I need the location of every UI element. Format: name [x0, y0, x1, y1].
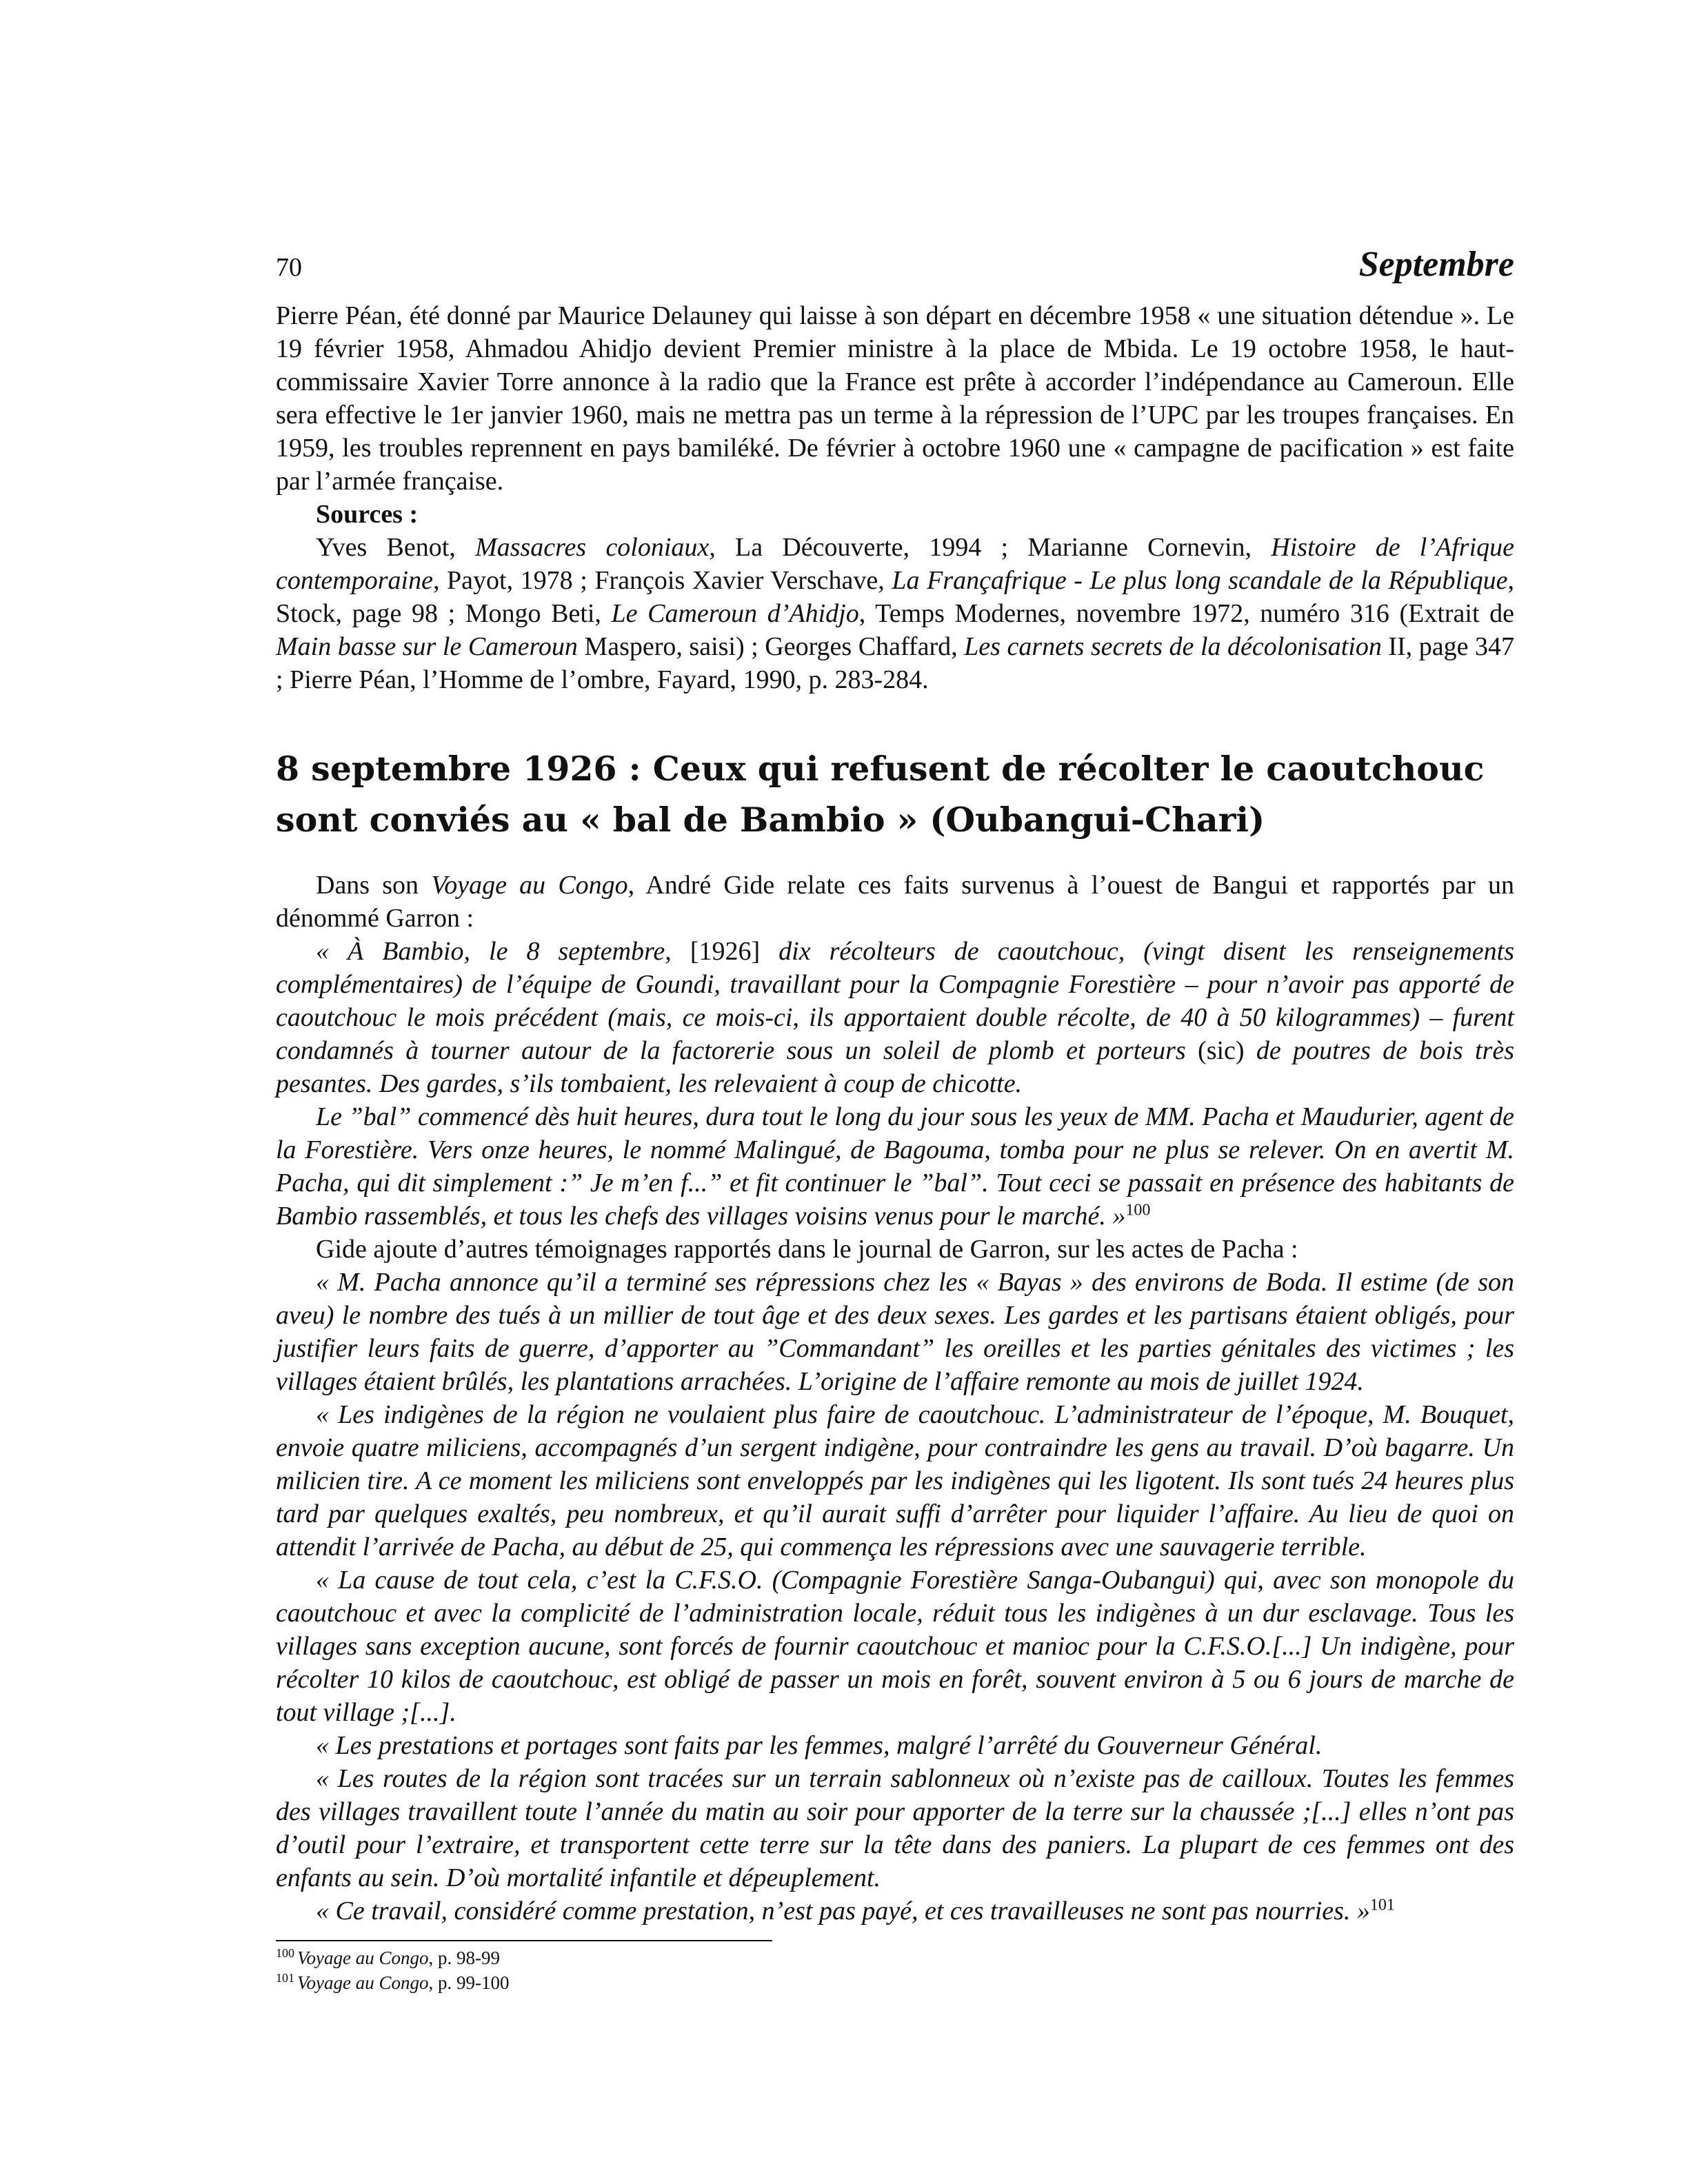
- body-paragraph: Gide ajoute d’autres témoignages rapportés dans le journal de Garron, sur les actes de Pacha :: [316, 1235, 1298, 1264]
- sources-label: Sources :: [316, 500, 419, 529]
- quote-paragraph: « À Bambio, le 8 septembre, [1926] dix récolteurs de caoutchouc, (vingt disent les renseignements complémentaires) de l’équipe de Goundi, travaillant pour la Compagnie Forestière – pour n’avoir pas apporté de caoutchouc le mois précédent (mais, ce mois-ci, ils apportaient double récolte, de 40 à 50 kilogrammes) – furent condamnés à tourner autour de la factorerie sous un soleil de plomb et porteurs (sic) de poutres de bois très pesantes. Des gardes, s’ils tombaient, les relevaient à coup de chicotte.: [276, 937, 1514, 1098]
- quote-paragraph: « Ce travail, considéré comme prestation, n’est pas payé, et ces travailleuses ne sont pas nourries. »$^{101}$: [316, 1896, 1395, 1925]
- footnote: $^{100}$ Voyage au Congo, p. 98-99: [276, 1946, 500, 1968]
- body-paragraph: Dans son Voyage au Congo, André Gide relate ces faits survenus à l’ouest de Bangui et rapportés par un dénommé Garron :: [276, 871, 1515, 933]
- footnote-ref[interactable]: 101: [1369, 1896, 1395, 1914]
- section-title: 8 septembre 1926 : Ceux qui refusent de récolter le caoutchouc sont conviés au « bal de Bambio » (Oubangui-Chari): [276, 749, 1485, 840]
- quote-paragraph: « Les indigènes de la région ne voulaient plus faire de caoutchouc. L’administrateur de l’époque, M. Bouquet, envoie quatre miliciens, accompagnés d’un sergent indigène, pour contraindre les gens au travail. D’où bagarre. Un milicien tire. A ce moment les miliciens sont enveloppés par les indigènes qui les ligotent. Ils sont tués 24 heures plus tard par quelques exaltés, peu nombreux, et qu’il aurait suffi d’arrêter pour liquider l’affaire. Au lieu de quoi on attendit l’arrivée de Pacha, au début de 25, qui commença les répressions avec une sauvagerie terrible.: [276, 1400, 1514, 1561]
- intro-paragraph: Pierre Péan, été donné par Maurice Delauney qui laisse à son départ en décembre 1958 « une situation détendue ». Le 19 février 1958, Ahmadou Ahidjo devient Premier ministre à la place de Mbida. Le 19 octobre 1958, le haut-commissaire Xavier Torre annonce à la radio que la France est prête à accorder l’indépendance au Cameroun. Elle sera effective le 1er janvier 1960, mais ne mettra pas un terme à la répression de l’UPC par les troupes françaises. En 1959, les troubles reprennent en pays bamiléké. De février à octobre 1960 une « campagne de pacification » est faite par l’armée française.: [276, 301, 1514, 496]
- quote-paragraph: « Les prestations et portages sont faits par les femmes, malgré l’arrêté du Gouverneur Général.: [316, 1731, 1323, 1760]
- footnote-ref[interactable]: 100: [1125, 1201, 1151, 1220]
- quote-paragraph: Le ”bal” commencé dès huit heures, dura tout le long du jour sous les yeux de MM. Pacha et Maudurier, agent de la Forestière. Vers onze heures, le nommé Malingué, de Bagouma, tomba pour ne plus se relever. On en avertit M. Pacha, qui dit simplement :” Je m’en f...” et fit continuer le ”bal”. Tout ceci se passait en présence des habitants de Bambio rassemblés, et tous les chefs des villages voisins venus pour le marché. »$^{100}$: [276, 1102, 1514, 1231]
- quote-paragraph: « M. Pacha annonce qu’il a terminé ses répressions chez les « Bayas » des environs de Boda. Il estime (de son aveu) le nombre des tués à un millier de tout âge et des deux sexes. Les gardes et les partisans étaient obligés, pour justifier leurs faits de guerre, d’apporter au ”Commandant” les oreilles et les parties génitales des victimes ; les villages étaient brûlés, les plantations arrachées. L’origine de l’affaire remonte au mois de juillet 1924.: [276, 1268, 1514, 1396]
- footnote: $^{101}$ Voyage au Congo, p. 99-100: [276, 1971, 510, 1993]
- document-page: [276, 245, 1515, 1995]
- footnotes: [276, 1940, 772, 1995]
- page-number: 70: [276, 253, 302, 282]
- running-header: [276, 245, 1514, 284]
- quote-paragraph: « Les routes de la région sont tracées sur un terrain sablonneux où n’existe pas de cailloux. Toutes les femmes des villages travaillent toute l’année du matin au soir pour apporter de la terre sur la chaussée ;[...] elles n’ont pas d’outil pour l’extraire, et transportent cette terre sur la tête dans des paniers. La plupart de ces femmes ont des enfants au sein. D’où mortalité infantile et dépeuplement.: [276, 1764, 1514, 1892]
- running-title: Septembre: [1358, 245, 1514, 284]
- sources-paragraph: Yves Benot, Massacres coloniaux, La Découverte, 1994 ; Marianne Cornevin, Histoire de l’Afrique contemporaine, Payot, 1978 ; François Xavier Verschave, La Françafrique - Le plus long scandale de la République, Stock, page 98 ; Mongo Beti, Le Cameroun d’Ahidjo, Temps Modernes, novembre 1972, numéro 316 (Extrait de Main basse sur le Cameroun Maspero, saisi) ; Georges Chaffard, Les carnets secrets de la décolonisation II, page 347 ; Pierre Péan, l’Homme de l’ombre, Fayard, 1990, p. 283-284.: [276, 533, 1514, 694]
- quote-paragraph: « La cause de tout cela, c’est la C.F.S.O. (Compagnie Forestière Sanga-Oubangui) qui, avec son monopole du caoutchouc et avec la complicité de l’administration locale, réduit tous les indigènes à un dur esclavage. Tous les villages sans exception aucune, sont forcés de fournir caoutchouc et manioc pour la C.F.S.O.[...] Un indigène, pour récolter 10 kilos de caoutchouc, est obligé de passer un mois en forêt, souvent environ à 5 ou 6 jours de marche de tout village ;[...].: [276, 1566, 1514, 1727]
